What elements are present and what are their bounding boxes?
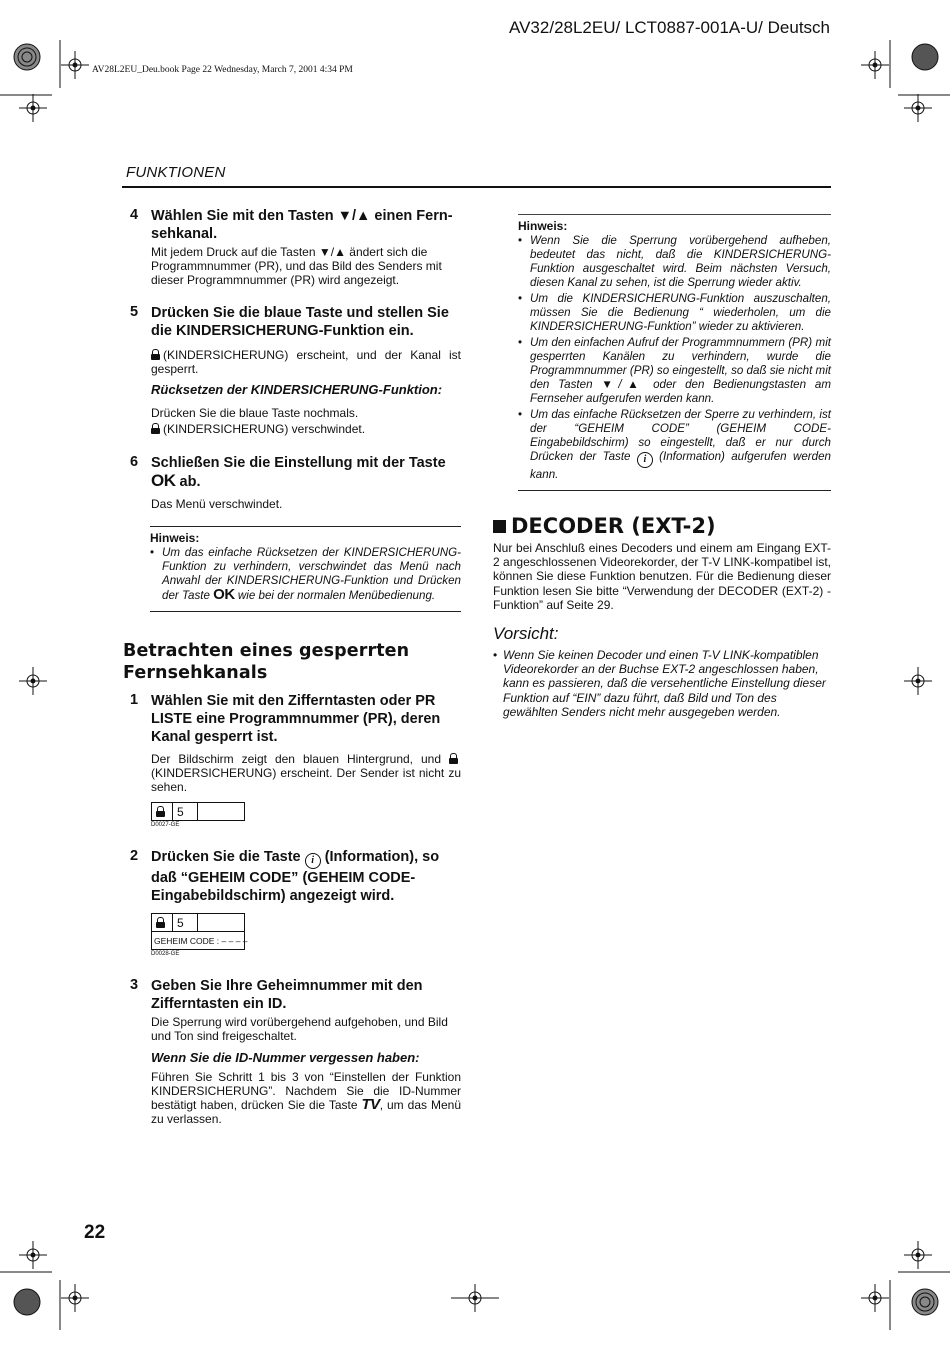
page-number: 22 <box>84 1222 106 1243</box>
step-title: Wählen Sie mit den Zifferntasten oder PR LISTE eine Programmnummer (PR), deren Kanal gesperrt ist. <box>151 692 441 745</box>
osd-program-number: 5 <box>173 914 198 931</box>
section-label: FUNKTIONEN <box>126 164 226 181</box>
step-title-line2: ab. <box>179 474 201 491</box>
step-body-text: (KINDERSICHERUNG) erscheint, und der Kanal ist gesperrt. <box>151 347 461 376</box>
step-body: Die Sperrung wird vorübergehend aufgehoben, und Bild und Ton sind freigeschaltet. <box>151 1015 448 1044</box>
step-number: 4 <box>130 207 139 223</box>
note-text-a: Um das einfache Rücksetzen der Sperre zu verhindern, ist der “GEHEIM CODE” (GEHEIM CODE-Eingabebildschirm) so eingestellt, daß er nur durch Drücken der Taste <box>530 408 831 463</box>
step-number: 2 <box>130 848 139 865</box>
step-body: Mit jedem Druck auf die Tasten ▼/▲ ändert sich die Programmnummer (PR), und das Bild des Senders mit dieser Programmnummer (PR) wird angezeigt. <box>151 245 442 288</box>
note-text-b: (Information) aufgerufen werden kann. <box>530 450 831 481</box>
osd-display <box>151 913 248 950</box>
forgot-heading: Wenn Sie die ID-Nummer vergessen haben: <box>151 1049 420 1065</box>
note-text-b: wie bei der normalen Menübedienung. <box>237 588 436 602</box>
tv-key-glyph: TV <box>361 1096 380 1114</box>
step-5 <box>123 304 461 437</box>
forgot-body <box>151 1070 461 1127</box>
step-number: 5 <box>130 303 139 320</box>
ok-key-glyph: OK <box>151 471 176 491</box>
step-title <box>151 454 461 491</box>
forgot-body-a: Führen Sie Schritt 1 bis 3 von “Einstellen der Funktion KINDERSICHERUNG”. Nachdem Sie die ID-Nummer bestätigt haben, drücken Sie die Taste <box>151 1069 461 1113</box>
info-icon: i <box>637 452 653 468</box>
left-column <box>123 207 461 1140</box>
forgot-body-b: , um das Menü zu verlassen. <box>151 1098 462 1127</box>
document-header-title: AV32/28L2EU/ LCT0887-001A-U/ Deutsch <box>509 18 830 37</box>
step-title-line1: Schließen Sie die Einstellung mit der Taste <box>151 455 446 472</box>
decoder-body: Nur bei Anschluß eines Decoders und einem am Eingang EXT-2 angeschlossenen Videorekorder, der T-V LINK-kompatibel ist, können Sie diese Funktion benutzen. Für die Bedienung dieser Funktion lesen Sie bitte “Verwendung der DECODER (EXT-2) -Funktion” auf Seite 29. <box>493 541 831 612</box>
osd-display <box>151 802 245 821</box>
osd-program-number: 5 <box>173 803 198 820</box>
step-title: Geben Sie Ihre Geheimnummer mit den Zifferntasten ein ID. <box>151 978 423 1013</box>
step-b3 <box>123 977 461 1126</box>
info-icon: i <box>305 853 321 869</box>
step-title <box>151 207 461 243</box>
note-text-a: Um das einfache Rücksetzen der KINDERSICHERUNG-Funktion zu verhindern, verschwindet das Menü nach Anwahl der KINDERSICHERUNG-Funktion und Drücken der Taste <box>162 545 461 602</box>
note-box <box>518 214 831 491</box>
caution-heading: Vorsicht: <box>493 624 559 644</box>
step-6 <box>123 454 461 511</box>
step-body-a: Der Bildschirm zeigt den blauen Hintergrund, und <box>151 751 441 766</box>
lock-icon <box>449 753 458 764</box>
step-title <box>151 848 461 905</box>
lock-icon <box>151 423 160 434</box>
step-title-a: Drücken Sie die Taste <box>151 849 301 866</box>
note-title: Hinweis: <box>150 530 200 545</box>
note-title: Hinweis: <box>518 219 568 233</box>
step-title-b: (Information), so daß “GEHEIM CODE” (GEHEIM CODE-Eingabebildschirm) angezeigt wird. <box>151 849 440 905</box>
note-item <box>518 408 831 482</box>
step-body <box>151 348 461 376</box>
decoder-heading-text: DECODER (EXT-2) <box>511 514 716 538</box>
note-item: • Wenn Sie die Sperrung vorübergehend aufheben, bedeutet das nicht, daß die KINDERSICHERUNG-Funktion ausgeschaltet wird. Beim nächsten Versuch, diesen Kanal zu sehen, ist die Sperrung wieder aktiv. <box>518 234 831 290</box>
step-title-line2: sehkanal. <box>151 226 218 242</box>
figure-id: D0027-GE <box>151 822 180 829</box>
lock-icon <box>156 917 165 928</box>
step-title: Drücken Sie die blaue Taste und stellen Sie die KINDERSICHERUNG-Funktion ein. <box>151 304 449 339</box>
step-title-line1: Wählen Sie mit den Tasten ▼/▲ einen Fern- <box>151 208 453 224</box>
decoder-heading <box>493 513 831 539</box>
ok-key-glyph: OK <box>213 585 235 603</box>
reset-body: Drücken Sie die blaue Taste nochmals. <box>151 406 359 421</box>
note-list <box>150 546 461 603</box>
right-column <box>493 214 831 719</box>
step-number: 3 <box>130 977 139 994</box>
step-number: 6 <box>130 454 139 471</box>
note-item: • Um den einfachen Aufruf der Programmnummern (PR) mit gesperrten Kanälen zu verhindern, wurde die Programmnummer (PR) so eingestellt, so daß sie nicht mit den Tasten ▼/▲ oder den Bedienungstasten am Fernseher aufgerufen werden kann. <box>518 336 831 406</box>
note-box <box>150 526 461 612</box>
caution-list <box>493 648 831 719</box>
section-divider <box>122 186 831 188</box>
step-number: 1 <box>130 691 139 708</box>
section-heading: Betrachten eines gesperrten Fernsehkanals <box>123 640 410 683</box>
lock-icon <box>156 806 165 817</box>
osd-secret-code: GEHEIM CODE : – – – – <box>152 931 244 949</box>
note-item <box>150 546 461 603</box>
square-bullet-icon <box>493 520 506 533</box>
step-body: Das Menü verschwindet. <box>151 497 283 512</box>
note-item: • Um die KINDERSICHERUNG-Funktion auszuschalten, müssen Sie die Bedienung “ wiederholen, um die KINDERSICHERUNG-Funktion” wieder zu aktivieren. <box>518 292 831 334</box>
step-b2 <box>123 848 461 957</box>
step-body-b: (KINDERSICHERUNG) erscheint. Der Sender ist nicht zu sehen. <box>151 765 461 795</box>
reset-body-2 <box>151 422 461 436</box>
step-body <box>151 752 461 795</box>
figure-id: D0028-GE <box>151 951 180 958</box>
caution-item: • Wenn Sie keinen Decoder und einen T-V LINK-kompatiblen Videorekorder an der Buchse EXT-2 angeschlossen haben, kann es passieren, daß die versehentliche Einstellung dieser Funktion auf “EIN” dazu führt, daß Bild und Ton des gewählten Senders nicht mehr ausgegeben werden. <box>493 648 831 719</box>
reset-body-2-text: (KINDERSICHERUNG) verschwindet. <box>163 422 366 437</box>
lock-icon <box>151 349 160 360</box>
note-list <box>518 234 831 482</box>
book-file-info: AV28L2EU_Deu.book Page 22 Wednesday, March 7, 2001 4:34 PM <box>92 65 353 75</box>
reset-heading: Rücksetzen der KINDERSICHERUNG-Funktion: <box>151 382 443 398</box>
step-b1 <box>123 692 461 829</box>
step-4 <box>123 207 461 288</box>
